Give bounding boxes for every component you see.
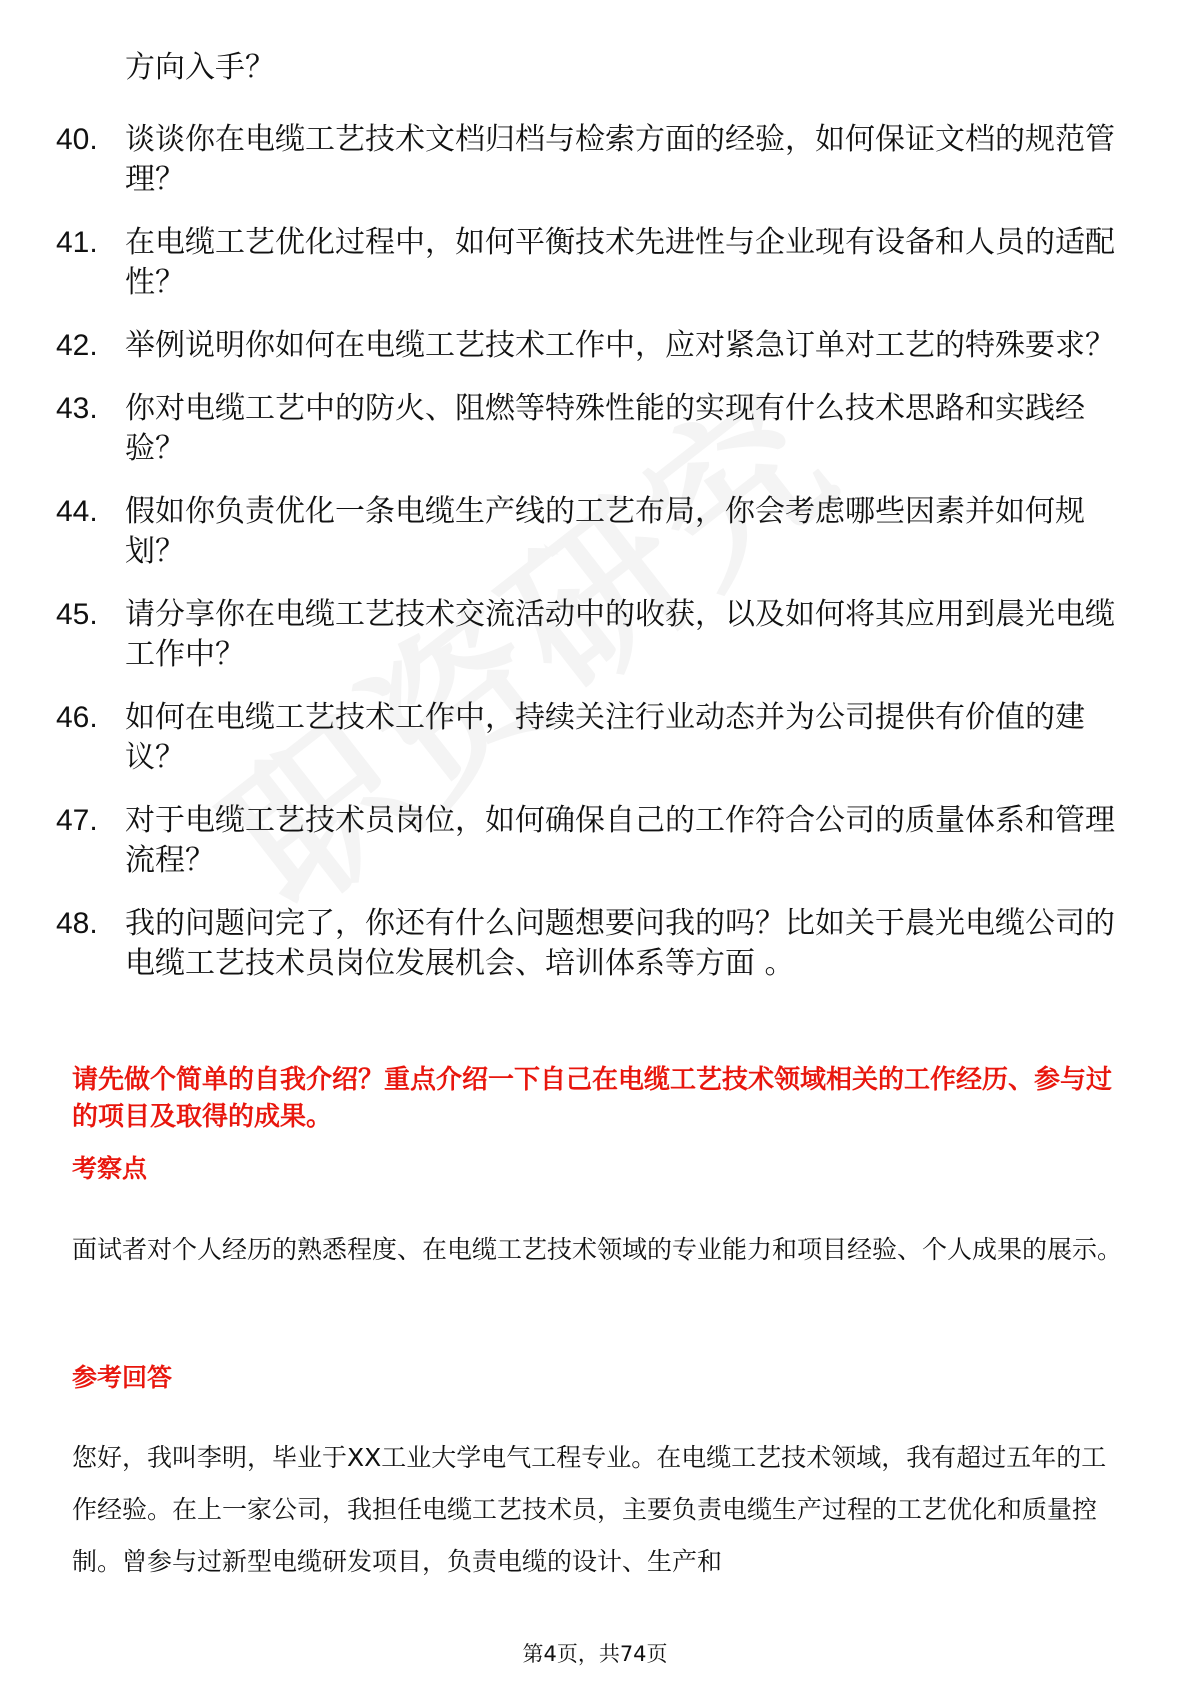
- question-number: 42.: [56, 329, 98, 362]
- featured-question: 请先做个简单的自我介绍？重点介绍一下自己在电缆工艺技术领域相关的工作经历、参与过的项目及取得的成果。: [72, 1065, 1113, 1132]
- question-text: 你对电缆工艺中的防火、阻燃等特殊性能的实现有什么技术思路和实践经验？: [125, 391, 1085, 466]
- question-number: 48.: [56, 907, 98, 940]
- question-number: 40.: [56, 123, 98, 156]
- question-number: 41.: [56, 226, 98, 259]
- reference-answer-label: 参考回答: [72, 1363, 173, 1392]
- question-number: 47.: [56, 804, 98, 837]
- question-text: 在电缆工艺优化过程中，如何平衡技术先进性与企业现有设备和人员的适配性？: [125, 225, 1115, 300]
- question-item-44: [56, 492, 1116, 572]
- assessment-label: 考察点: [72, 1154, 148, 1183]
- question-text: 对于电缆工艺技术员岗位，如何确保自己的工作符合公司的质量体系和管理流程？: [125, 803, 1115, 878]
- question-item-43: [56, 389, 1116, 469]
- question-item-47: [56, 801, 1116, 881]
- question-number: 46.: [56, 701, 98, 734]
- page-footer: 第4页，共74页: [522, 1642, 668, 1666]
- question-text: 举例说明你如何在电缆工艺技术工作中，应对紧急订单对工艺的特殊要求？: [125, 328, 1115, 363]
- question-number: 45.: [56, 598, 98, 631]
- question-item-42: [56, 326, 1116, 366]
- question-text: 谈谈你在电缆工艺技术文档归档与检索方面的经验，如何保证文档的规范管理？: [125, 122, 1115, 197]
- question-text: 如何在电缆工艺技术工作中，持续关注行业动态并为公司提供有价值的建议？: [125, 700, 1085, 775]
- question-item-48: [56, 904, 1116, 984]
- question-item-41: [56, 223, 1116, 303]
- question-text: 我的问题问完了，你还有什么问题想要问我的吗？比如关于晨光电缆公司的电缆工艺技术员岗位发展机会、培训体系等方面 。: [125, 906, 1115, 981]
- question-text: 请分享你在电缆工艺技术交流活动中的收获，以及如何将其应用到晨光电缆工作中？: [125, 597, 1115, 672]
- question-continuation: 方向入手？: [125, 50, 275, 85]
- reference-answer-text: 您好，我叫李明，毕业于XX工业大学电气工程专业。在电缆工艺技术领域，我有超过五年的工作经验。在上一家公司，我担任电缆工艺技术员，主要负责电缆生产过程的工艺优化和质量控制。曾参与过新型电缆研发项目，负责电缆的设计、生产和: [72, 1443, 1107, 1576]
- question-text: 假如你负责优化一条电缆生产线的工艺布局，你会考虑哪些因素并如何规划？: [125, 494, 1085, 569]
- question-number: 44.: [56, 495, 98, 528]
- question-item-46: [56, 698, 1116, 778]
- assessment-text: 面试者对个人经历的熟悉程度、在电缆工艺技术领域的专业能力和项目经验、个人成果的展示。: [72, 1235, 1123, 1264]
- question-list: [56, 120, 1116, 1007]
- question-number: 43.: [56, 392, 98, 425]
- question-item-45: [56, 595, 1116, 675]
- question-item-40: [56, 120, 1116, 200]
